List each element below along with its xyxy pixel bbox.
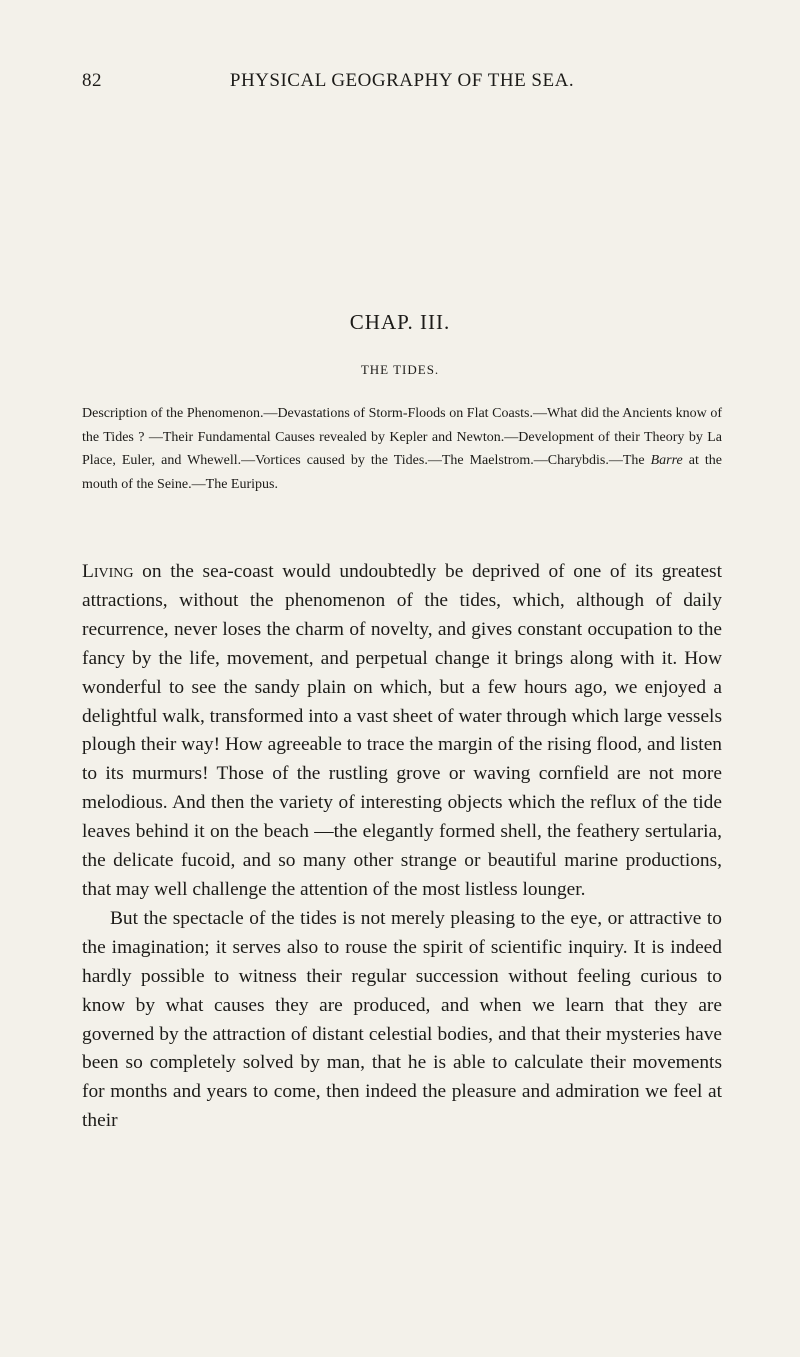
synopsis-text: Description of the Phenomenon.—Devastations of Storm-Floods on Flat Coasts.—What did the Ancients know of the Tides ? —Their Fundamental Causes revealed by Kepler and Newton.—Development of their Theory by La Place, Euler, and Whewell.—Vortices caused by the Tides.—The Maelstrom.—Charybdis.—The — [82, 406, 722, 468]
running-head — [82, 70, 722, 98]
chapter-synopsis — [82, 402, 722, 496]
chapter-title: CHAP. III. — [349, 310, 451, 334]
chapter-subtitle: THE TIDES. — [360, 362, 440, 377]
paragraph-1-text: on the sea-coast would undoubtedly be deprived of one of its greatest attractions, without the phenomenon of the tides, which, although of daily recurrence, never loses the charm of novelty, and gives constant occupation to the fancy by the life, movement, and perpetual change it brings along with it. How wonderful to see the sandy plain on which, but a few hours ago, we enjoyed a delightful walk, transformed into a vast sheet of water through which large vessels plough their way! How agreeable to trace the margin of the rising flood, and listen to its murmurs! Those of the rustling grove or waving cornfield are not more melodious. And then the variety of interesting objects which the reflux of the tide leaves behind it on the beach —the elegantly formed shell, the feathery sertularia, the delicate fucoid, and so many other strange or beautiful marine productions, that may well challenge the attention of the most listless lounger. — [82, 561, 722, 900]
running-title: PHYSICAL GEOGRAPHY OF THE SEA. — [229, 70, 575, 91]
synopsis-text-end: at the mouth of the Seine.—The Euripus. — [82, 453, 722, 492]
paragraph-1 — [82, 558, 722, 905]
paragraph-2: But the spectacle of the tides is not merely pleasing to the eye, or attractive to the imagination; it serves also to rouse the spirit of scientific inquiry. It is indeed hardly possible to witness their regular succession without feeling curious to know by what causes they are produced, and when we learn that they are governed by the attraction of distant celestial bodies, and that their mysteries have been so completely solved by man, that he is able to calculate their movements for months and years to come, then indeed the pleasure and admiration we feel at their — [82, 907, 722, 1132]
body-text — [82, 558, 722, 1136]
synopsis-italic: Barre — [650, 453, 683, 468]
page-number: 82 — [82, 70, 102, 91]
paragraph-lead-word: Living — [82, 561, 134, 582]
